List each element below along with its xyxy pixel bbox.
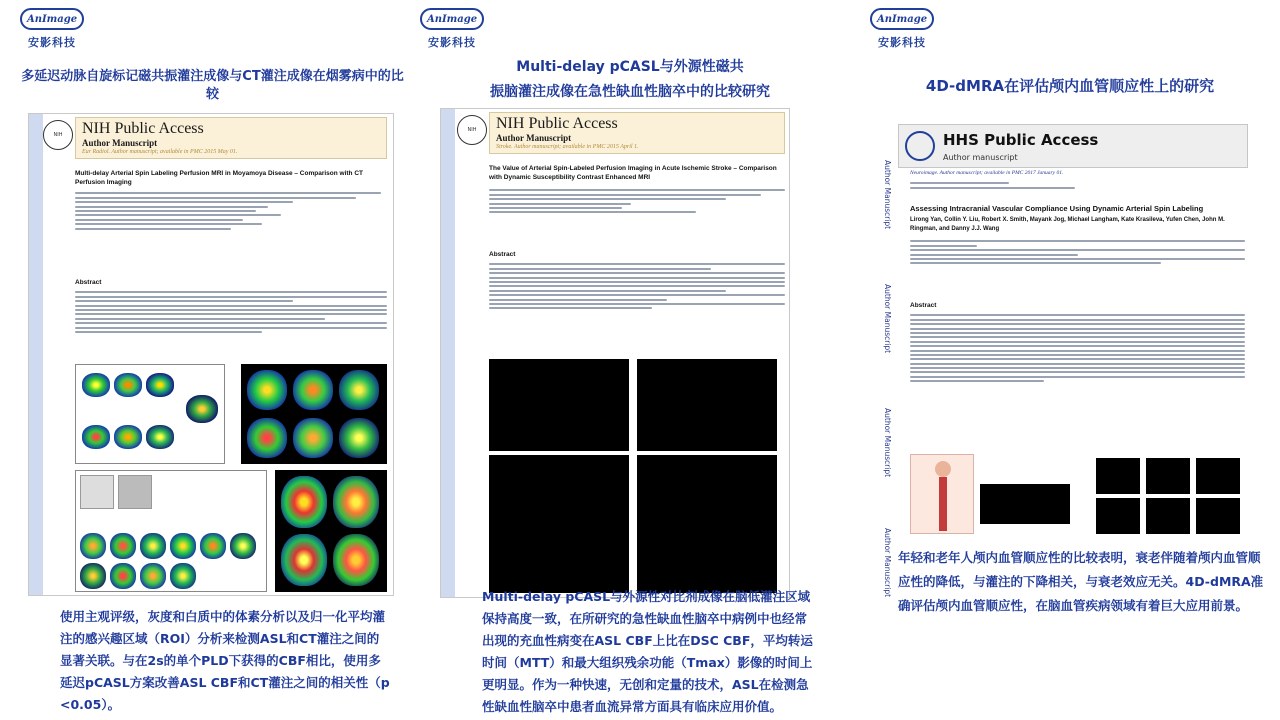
article-title: The Value of Arterial Spin-Labeled Perfusion Imaging in Acute Ischemic Stroke – Comparison with Dynamic Susceptibility Contrast Enhanced MRI: [489, 165, 777, 181]
nih-banner: [75, 117, 387, 159]
banner-title: NIH Public Access: [496, 115, 618, 132]
hhs-banner: [898, 124, 1248, 168]
nih-seal-icon: NIH: [457, 115, 487, 145]
figure-grid-a: [489, 359, 629, 451]
figure-top-left: [75, 364, 225, 464]
article-title: Multi-delay Arterial Spin Labeling Perfusion MRI in Moyamoya Disease – Comparison with CT Perfusion Imaging: [75, 170, 363, 186]
panel-caption: Multi-delay pCASL与外源性对比剂成像在脑低灌注区域保持高度一致，在所研究的急性缺血性脑卒中病例中也经常出现的充血性病变在ASL CBF上比在DSC CBF，平均转运时间（MTT）和最大组织残余功能（Tmax）影像的时间上更明显。作为一种快速，无创和定量的技术，ASL在检测急性缺血性脑卒中患者血流异常方面具有临床应用价值。: [482, 589, 813, 714]
panel-caption: 使用主观评级，灰度和白质中的体素分析以及归一化平均灌注的感兴趣区域（ROI）分析来检测ASL和CT灌注之间的显著关联。与在2s的单个PLD下获得的CBF相比，使用多延迟pCASL方案改善ASL CBF和CT灌注之间的相关性（p <0.05）。: [60, 609, 390, 712]
figure-grid-d: [637, 455, 777, 593]
side-label-1: Author Manuscript: [883, 160, 892, 230]
figure-bottom-right: [275, 470, 387, 592]
banner-note: Eur Radiol. Author manuscript; available in PMC 2015 May 01.: [82, 149, 238, 155]
article-title: Assessing Intracranial Vascular Compliance Using Dynamic Arterial Spin Labeling: [910, 204, 1204, 213]
brand-logo-text: AnImage: [870, 8, 934, 30]
side-label-4: Author Manuscript: [883, 528, 892, 598]
paper-page: [440, 108, 790, 598]
paper-margin-strip: [441, 109, 455, 597]
abstract-body: [489, 261, 785, 312]
figure-grid-c: [489, 455, 629, 593]
side-label-3: Author Manuscript: [883, 408, 892, 478]
banner-subtitle: Author Manuscript: [496, 133, 572, 143]
panel-heading: [440, 58, 820, 102]
panel-caption: 年轻和老年人颅内血管顺应性的比较表明，衰老伴随着颅内血管顺应性的降低，与灌注的下降相关，与衰老效应无关。4D-dMRA准确评估颅内血管顺应性，在脑血管疾病领域有着巨大应用前景。: [898, 550, 1264, 613]
panel-heading: 多延迟动脉自旋标记磁共振灌注成像与CT灌注成像在烟雾病中的比较: [21, 69, 404, 102]
abstract-heading: Abstract: [910, 302, 937, 309]
figure-cbf-grid: [1076, 454, 1246, 538]
brand-logo: [20, 8, 84, 50]
abstract-heading: Abstract: [489, 251, 516, 258]
figure-grid-b: [637, 359, 777, 451]
figure-bottom-left: [75, 470, 267, 592]
panel-heading: 4D-dMRA在评估颅内血管顺应性上的研究: [925, 77, 1215, 95]
banner-subtitle: Author Manuscript: [82, 138, 158, 148]
abstract-heading: Abstract: [75, 279, 102, 286]
paper-margin-strip: [29, 114, 43, 595]
brand-logo: [420, 8, 484, 50]
brand-logo: [870, 8, 934, 50]
abstract-body: [910, 312, 1245, 385]
panel-heading-line2: 振脑灌注成像在急性缺血性脑卒中的比较研究: [490, 83, 770, 100]
authors: Lirong Yan, Collin Y. Liu, Robert X. Smith, Mayank Jog, Michael Langham, Kate Krasileva, Yufen Chen, John M. Ringman, and Danny J.J. Wang: [910, 217, 1225, 232]
side-label: [880, 124, 896, 634]
brand-logo-cn: 安影科技: [878, 36, 926, 49]
banner-note: Neuroimage. Author manuscript; available in PMC 2017 January 01.: [910, 170, 1064, 176]
author-affiliation-block: [75, 190, 387, 232]
brand-logo-cn: 安影科技: [28, 36, 76, 49]
abstract-body: [75, 289, 387, 335]
figure-top-right: [241, 364, 387, 464]
figure-vcm-maps: [980, 484, 1070, 524]
author-affiliation-block: [489, 187, 785, 216]
affiliation-block: [910, 238, 1245, 267]
pub-info: [910, 180, 1240, 191]
panel-4d-dmra: [840, 0, 1280, 720]
panel-moyamoya: [0, 0, 420, 720]
brand-logo-cn: 安影科技: [428, 36, 476, 49]
banner-title: NIH Public Access: [82, 120, 204, 137]
figure-vascular-diagram: [910, 454, 974, 534]
banner-subtitle: Author manuscript: [943, 153, 1018, 162]
brand-logo-text: AnImage: [420, 8, 484, 30]
panel-heading-line1: Multi-delay pCASL与外源性磁共: [516, 59, 744, 75]
nih-banner: [489, 112, 785, 154]
brand-logo-text: AnImage: [20, 8, 84, 30]
paper-page: [28, 113, 394, 596]
side-label-2: Author Manuscript: [883, 284, 892, 354]
hhs-logo-icon: [905, 131, 935, 161]
banner-note: Stroke. Author manuscript; available in PMC 2015 April 1.: [496, 144, 639, 150]
nih-seal-icon: NIH: [43, 120, 73, 150]
banner-title: HHS Public Access: [943, 131, 1099, 149]
panel-acute-stroke: [420, 0, 840, 720]
